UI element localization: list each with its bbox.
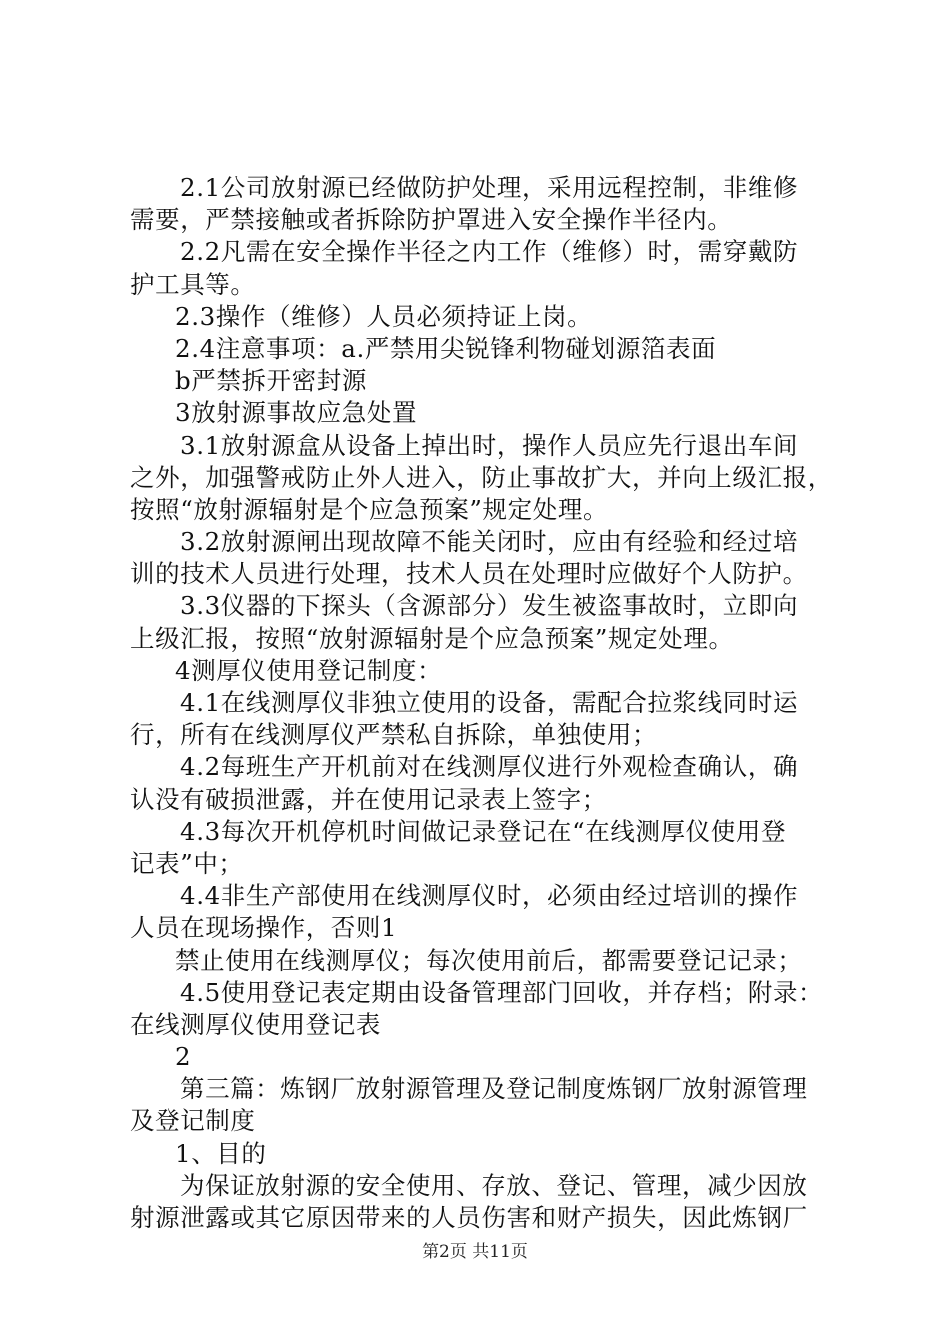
text-line: 3.2放射源闸出现故障不能关闭时，应由有经验和经过培 bbox=[180, 527, 799, 557]
text-line: 按照“放射源辐射是个应急预案”规定处理。 bbox=[130, 494, 609, 524]
text-line: 2.3操作（维修）人员必须持证上岗。 bbox=[175, 301, 593, 331]
text-line: 2.4注意事项：a.严禁用尖锐锋利物碰划源箔表面 bbox=[175, 333, 717, 363]
section-heading: 1、目的 bbox=[175, 1138, 267, 1168]
section-heading: 第三篇：炼钢厂放射源管理及登记制度炼钢厂放射源管理 bbox=[180, 1074, 808, 1104]
section-heading: 3放射源事故应急处置 bbox=[175, 398, 418, 428]
page-footer: 第2页 共11页 bbox=[422, 1242, 528, 1262]
text-line: 4.4非生产部使用在线测厚仪时，必须由经过培训的操作 bbox=[180, 881, 799, 911]
text-line: 3.1放射源盒从设备上掉出时，操作人员应先行退出车间 bbox=[180, 430, 799, 460]
text-line: 人员在现场操作，否则1 bbox=[130, 913, 398, 943]
text-line: 2.1公司放射源已经做防护处理，采用远程控制，非维修 bbox=[180, 173, 799, 202]
text-line: b严禁拆开密封源 bbox=[175, 366, 367, 396]
section-heading: 4测厚仪使用登记制度： bbox=[175, 655, 443, 685]
text-line: 及登记制度 bbox=[130, 1106, 256, 1136]
text-line: 需要，严禁接触或者拆除防护罩进入安全操作半径内。 bbox=[130, 205, 733, 235]
text-line: 为保证放射源的安全使用、存放、登记、管理，减少因放 bbox=[180, 1170, 808, 1200]
text-line: 行，所有在线测厚仪严禁私自拆除，单独使用； bbox=[130, 720, 658, 750]
text-line: 4.5使用登记表定期由设备管理部门回收，并存档；附录： bbox=[180, 977, 824, 1007]
text-line: 2.2凡需在安全操作半径之内工作（维修）时，需穿戴防 bbox=[180, 237, 799, 267]
text-line: 认没有破损泄露，并在使用记录表上签字； bbox=[130, 784, 607, 814]
text-line: 禁止使用在线测厚仪；每次使用前后，都需要登记记录； bbox=[175, 945, 803, 975]
text-line: 训的技术人员进行处理，技术人员在处理时应做好个人防护。 bbox=[130, 559, 808, 589]
text-line: 射源泄露或其它原因带来的人员伤害和财产损失，因此炼钢厂 bbox=[130, 1203, 808, 1232]
text-line: 护工具等。 bbox=[130, 269, 256, 299]
text-line: 3.3仪器的下探头（含源部分）发生被盗事故时，立即向 bbox=[180, 591, 799, 621]
document-body bbox=[130, 172, 833, 1234]
text-line: 之外，加强警戒防止外人进入，防止事故扩大，并向上级汇报， bbox=[130, 462, 833, 492]
text-line: 4.1在线测厚仪非独立使用的设备，需配合拉浆线同时运 bbox=[180, 688, 799, 717]
text-line: 4.3每次开机停机时间做记录登记在“在线测厚仪使用登 bbox=[180, 816, 787, 846]
text-line: 记表”中； bbox=[130, 848, 244, 878]
page-number-inline: 2 bbox=[175, 1042, 192, 1072]
text-line: 在线测厚仪使用登记表 bbox=[130, 1009, 381, 1039]
text-line: 上级汇报，按照“放射源辐射是个应急预案”规定处理。 bbox=[130, 623, 734, 653]
text-line: 4.2每班生产开机前对在线测厚仪进行外观检查确认，确 bbox=[180, 752, 799, 782]
